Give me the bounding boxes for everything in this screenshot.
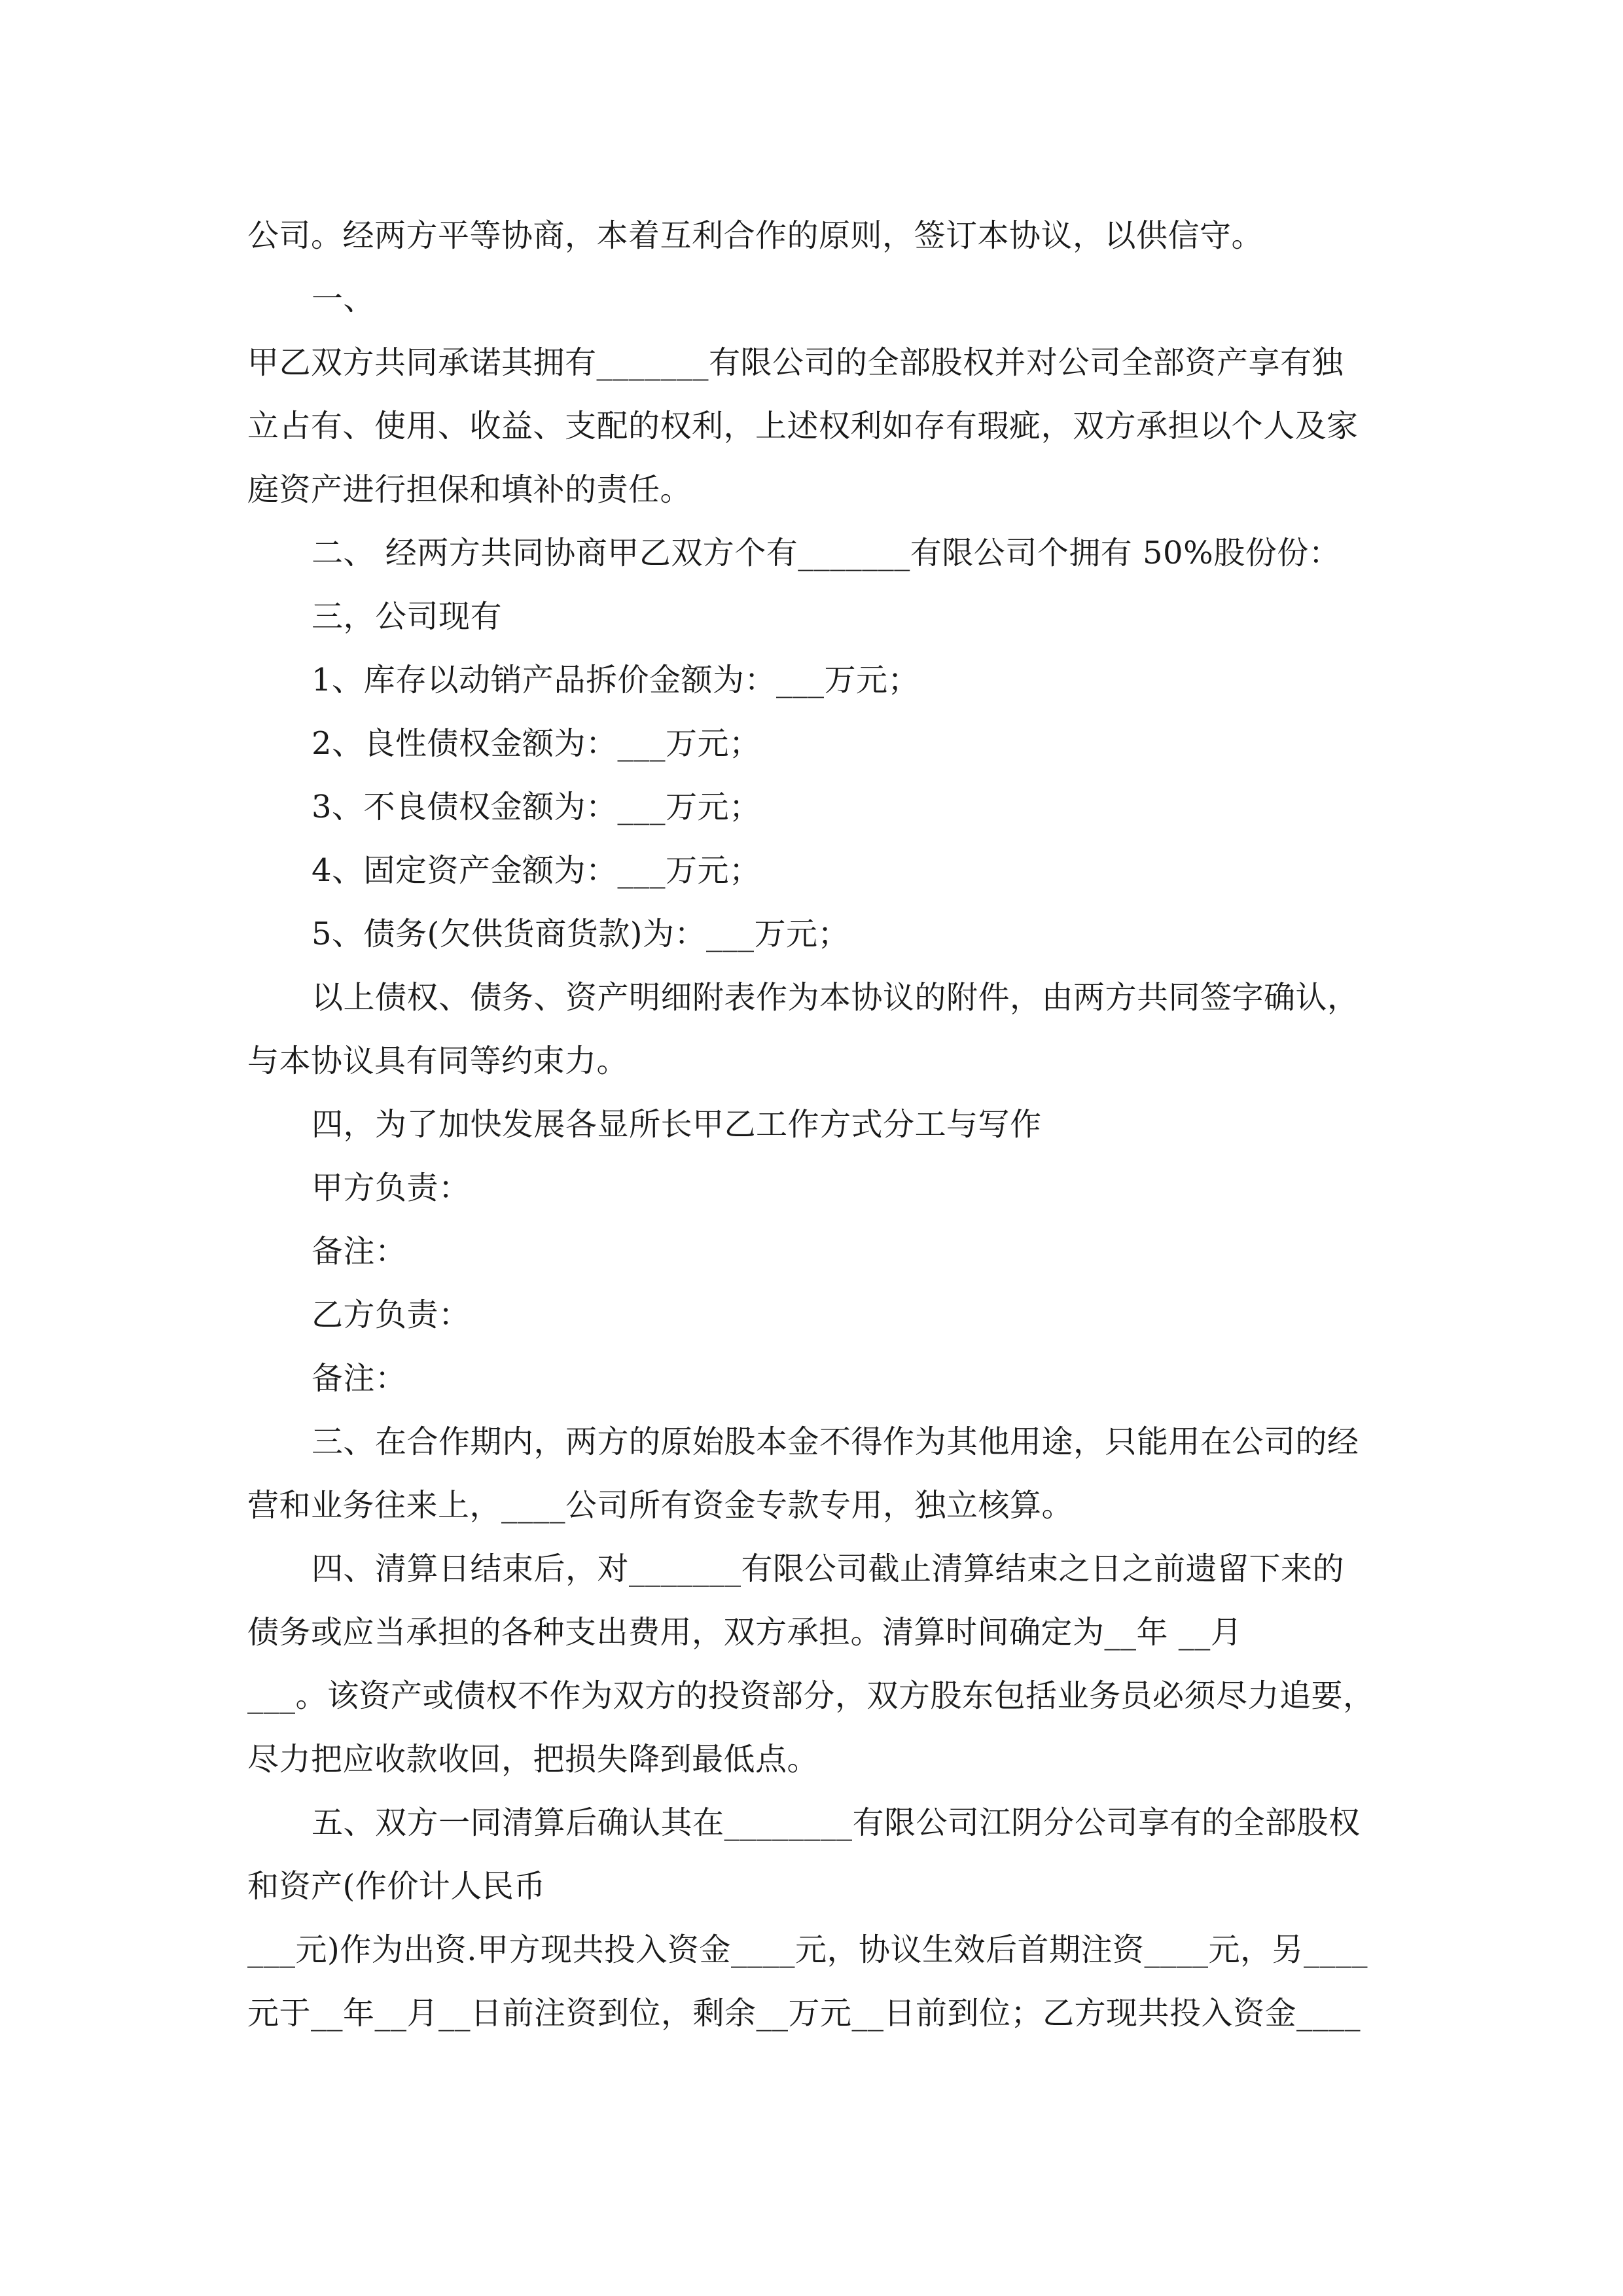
text-line: 和资产(作价计人民币 (247, 1868, 546, 1905)
text-line: 3、不良债权金额为：___万元； (312, 789, 761, 825)
text-line: 乙方负责： (312, 1297, 471, 1333)
text-line: 1、库存以动销产品拆价金额为：___万元； (312, 662, 920, 698)
text-line: 立占有、使用、收益、支配的权利，上述权利如存有瑕疵，双方承担以个人及家 (247, 408, 1359, 444)
text-line: 公司。经两方平等协商，本着互利合作的原则，签订本协议，以供信守。 (247, 217, 1264, 254)
text-line: 元于__年__月__日前注资到位，剩余__万元__日前到位；乙方现共投入资金____ (247, 1995, 1361, 2032)
text-line: 四、清算日结束后，对_______有限公司截止清算结束之日之前遗留下来的 (312, 1551, 1345, 1587)
text-line: 债务或应当承担的各种支出费用，双方承担。清算时间确定为__年 __月 (247, 1614, 1243, 1651)
text-line: 以上债权、债务、资产明细附表作为本协议的附件，由两方共同签字确认， (312, 979, 1359, 1016)
text-line: ___。该资产或债权不作为双方的投资部分，双方股东包括业务员必须尽力追要， (247, 1677, 1375, 1714)
document-body (247, 204, 1380, 2045)
text-line: 一、 (312, 281, 376, 317)
text-line: ___元)作为出资.甲方现共投入资金____元，协议生效后首期注资____元，另____ (247, 1931, 1368, 1968)
text-line: 四，为了加快发展各显所长甲乙工作方式分工与写作 (312, 1106, 1042, 1143)
text-line: 三、在合作期内，两方的原始股本金不得作为其他用途，只能用在公司的经 (312, 1424, 1359, 1460)
text-line: 2、良性债权金额为：___万元； (312, 725, 761, 762)
text-line: 二、 经两方共同协商甲乙双方个有_______有限公司个拥有 50%股份份： (312, 535, 1341, 571)
text-line: 备注： (312, 1233, 407, 1270)
text-line: 备注： (312, 1360, 407, 1397)
text-line: 尽力把应收款收回，把损失降到最低点。 (247, 1741, 819, 1778)
text-line: 五、双方一同清算后确认其在________有限公司江阴分公司享有的全部股权 (312, 1804, 1361, 1841)
text-line: 与本协议具有同等约束力。 (247, 1043, 629, 1079)
text-line: 三，公司现有 (312, 598, 503, 635)
text-line: 营和业务往来上，____公司所有资金专款专用，独立核算。 (247, 1487, 1074, 1524)
text-line: 甲方负责： (312, 1170, 471, 1206)
text-line: 甲乙双方共同承诺其拥有_______有限公司的全部股权并对公司全部资产享有独 (247, 344, 1344, 381)
text-line: 5、债务(欠供货商货款)为：___万元； (312, 916, 849, 952)
text-line: 庭资产进行担保和填补的责任。 (247, 471, 692, 508)
text-line: 4、固定资产金额为：___万元； (312, 852, 761, 889)
